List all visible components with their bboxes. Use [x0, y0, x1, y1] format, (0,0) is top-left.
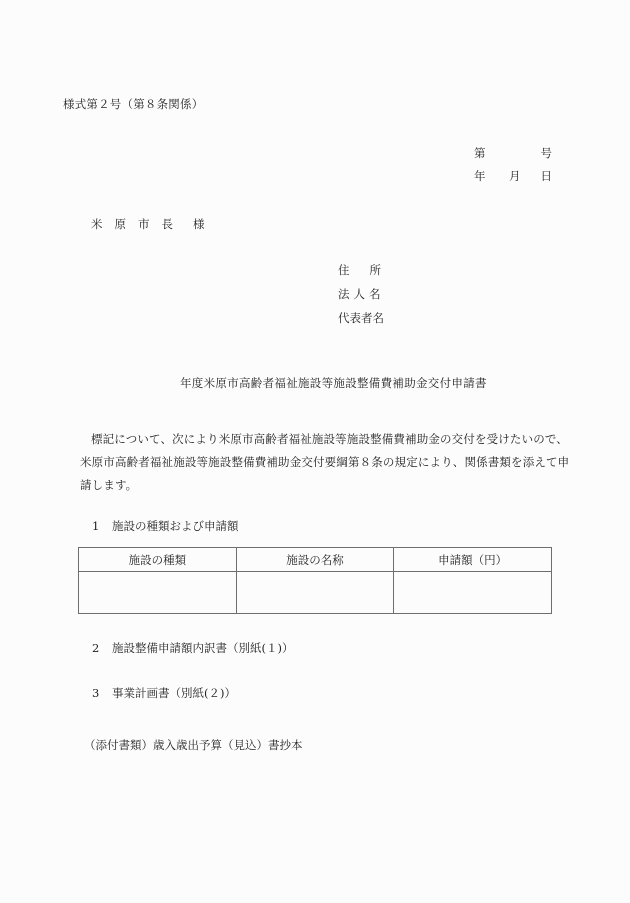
- addressee-name: 米原市長: [91, 217, 185, 231]
- corporation-name-label: 法人名: [338, 287, 385, 301]
- body-line-2: 米原市高齢者福祉施設等施設整備費補助金交付要綱第８条の規定により、関係書類を添えて申: [80, 455, 570, 469]
- document-title: 年度米原市高齢者福祉施設等施設整備費補助金交付申請書: [180, 376, 487, 390]
- cell-facility-type[interactable]: [79, 572, 237, 614]
- section-label: 施設整備申請額内訳書（別紙(１)）: [112, 641, 294, 655]
- section-1-heading: [92, 521, 239, 533]
- application-table: [78, 547, 552, 614]
- number-suffix: 号: [540, 146, 552, 160]
- section-label: 事業計画書（別紙(２)）: [112, 686, 236, 700]
- section-2-heading: [92, 643, 293, 655]
- header-facility-type: 施設の種類: [79, 548, 237, 572]
- cell-application-amount[interactable]: [394, 572, 552, 614]
- section-label: 施設の種類および申請額: [112, 519, 239, 533]
- cell-facility-name[interactable]: [236, 572, 394, 614]
- section-number: 1: [92, 519, 100, 533]
- address-label: 住所: [338, 263, 401, 277]
- body-paragraph: [80, 428, 570, 497]
- date-year: 年: [474, 169, 486, 183]
- section-number: 3: [92, 686, 100, 700]
- addressee: [91, 219, 217, 231]
- section-3-heading: [92, 688, 236, 700]
- table-header-row: [79, 548, 552, 572]
- body-line-1: 標記について、次により米原市高齢者福祉施設等施設整備費補助金の交付を受けたいので、: [91, 432, 568, 446]
- date-month: 月: [509, 169, 521, 183]
- attachments-note: （添付書類）歳入歳出予算（見込）書抄本: [84, 738, 303, 752]
- body-line-3: 請します。: [80, 478, 138, 492]
- header-facility-name: 施設の名称: [236, 548, 394, 572]
- form-number-label: 様式第２号（第８条関係）: [63, 97, 204, 111]
- header-application-amount: 申請額（円）: [394, 548, 552, 572]
- representative-name-label: 代表者名: [338, 311, 384, 325]
- table-row: [79, 572, 552, 614]
- number-prefix: 第: [474, 146, 486, 160]
- date-day: 日: [540, 169, 552, 183]
- addressee-honorific: 様: [193, 217, 217, 231]
- section-number: 2: [92, 641, 100, 655]
